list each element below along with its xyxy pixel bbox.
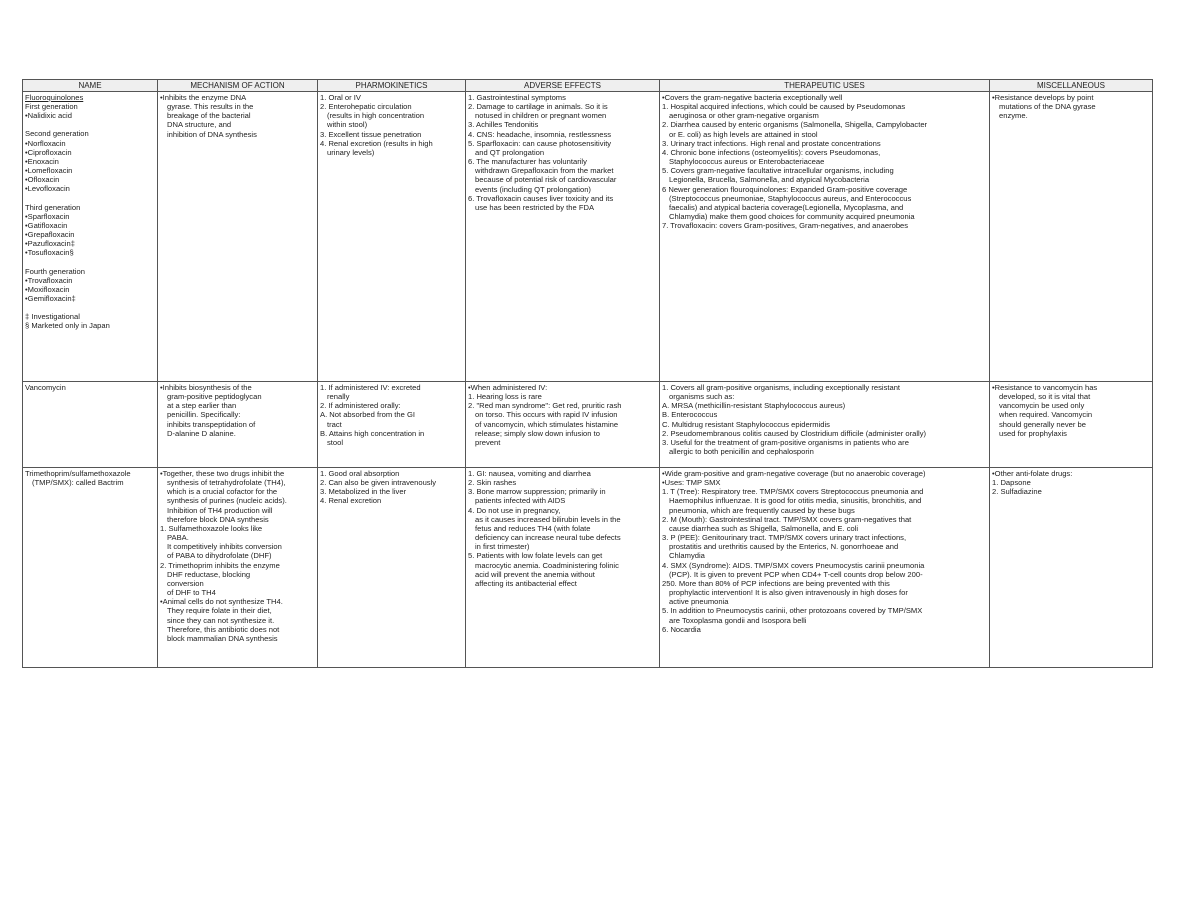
cell-line: 3. Bone marrow suppression; primarily in <box>468 487 606 497</box>
cell-line: 3. Urinary tract infections. High renal and prostate concentrations <box>662 138 881 148</box>
cell-line: •Enoxacin <box>25 156 59 166</box>
cell-line: or E. coli) as high levels are attained in stool <box>669 129 818 139</box>
cell-line: therefore block DNA synthesis <box>167 514 269 524</box>
cell-line: of DHF to TH4 <box>167 588 216 598</box>
cell-line: Third generation <box>25 202 81 212</box>
cell-line: •Together, these two drugs inhibit the <box>160 469 285 478</box>
drug-table-sheet <box>22 79 1152 668</box>
cell-line: 3. Useful for the treatment of gram-positive organisms in patients who are <box>662 437 909 447</box>
cell-line: penicillin. Specifically: <box>167 410 241 420</box>
adverse-effects-cell <box>466 382 660 468</box>
cell-line: cause diarrhea such as Shigella, Salmonella, and E. coli <box>669 523 859 533</box>
cell-line: 2. Diarrhea caused by enteric organisms (Salmonella, Shigella, Campylobacter <box>662 120 928 130</box>
cell-line: •Sparfloxacin <box>25 211 70 221</box>
cell-line: Chlamydia) make them good choices for community acquired pneumonia <box>669 212 915 222</box>
cell-line: patients infected with AIDS <box>475 496 566 506</box>
cell-line: 5. Covers gram-negative facultative intracellular organisms, including <box>662 166 894 176</box>
cell-line: •Covers the gram-negative bacteria exceptionally well <box>662 93 843 102</box>
cell-line: because of potential risk of cardiovascular <box>475 175 617 185</box>
cell-line: 1. Hearing loss is rare <box>468 392 542 402</box>
cell-line: 3. Metabolized in the liver <box>320 487 407 497</box>
cell-line: 6 Newer generation flouroquinolones: Expanded Gram-positive coverage <box>662 184 908 194</box>
cell-line: 1. If administered IV: excreted <box>320 383 421 392</box>
cell-line: events (including QT prolongation) <box>475 184 591 194</box>
cell-line: •Ofloxacin <box>25 175 60 185</box>
pharmokinetics-cell <box>318 468 466 668</box>
therapeutic-uses-cell <box>660 92 990 382</box>
cell-line: PABA. <box>167 533 189 543</box>
cell-line: as it causes increased bilirubin levels in the <box>475 514 621 524</box>
cell-line: fetus and reduces TH4 (with folate <box>475 523 591 533</box>
cell-line <box>25 258 155 267</box>
cell-line: developed, so it is vital that <box>999 392 1091 402</box>
cell-line: 6. Trovafloxacin causes liver toxicity and its <box>468 193 614 203</box>
cell-line: •Inhibits the enzyme DNA <box>160 93 247 102</box>
cell-line: renally <box>327 392 350 402</box>
cell-line: 4. Do not use in pregnancy, <box>468 505 561 515</box>
cell-line: Vancomycin <box>25 383 66 392</box>
cell-line: Therefore, this antibiotic does not <box>167 624 280 634</box>
cell-line: 4. Chronic bone infections (osteomyelitis): covers Pseudomonas, <box>662 147 881 157</box>
cell-line: on torso. This occurs with rapid IV infusion <box>475 410 618 420</box>
cell-line: affecting its antibacterial effect <box>475 578 577 588</box>
drug-table <box>22 79 1153 668</box>
cell-line: 5. Sparfloxacin: can cause photosensitivity <box>468 138 612 148</box>
header-miscellaneous: MISCELLANEOUS <box>990 80 1153 92</box>
header-therapeutic-uses: THERAPEUTIC USES <box>660 80 990 92</box>
cell-line: C. Multidrug resistant Staphylococcus epidermidis <box>662 419 830 429</box>
cell-line: •Resistance develops by point <box>992 93 1094 102</box>
cell-line: conversion <box>167 578 204 588</box>
cell-line <box>25 120 155 129</box>
cell-line: aeruginosa or other gram-negative organism <box>669 111 819 121</box>
cell-line: •Other anti-folate drugs: <box>992 469 1073 478</box>
cell-line: synthesis of purines (nucleic acids). <box>167 496 287 506</box>
cell-line: block mammalian DNA synthesis <box>167 633 278 643</box>
cell-line: Second generation <box>25 129 89 139</box>
cell-line: 5. In addition to Pneumocystis carinii, other protozoans covered by TMP/SMX <box>662 606 923 616</box>
cell-line: which is a crucial cofactor for the <box>167 487 278 497</box>
cell-line: faecalis) and atypical bacteria coverage(Legionella, Mycoplasma, and <box>669 202 904 212</box>
cell-line: of vancomycin, which stimulates histamine <box>475 419 619 429</box>
cell-line: •Tosufloxacin§ <box>25 248 74 258</box>
cell-line: 2. Can also be given intravenously <box>320 478 437 488</box>
miscellaneous-cell <box>990 468 1153 668</box>
cell-line: 1. Hospital acquired infections, which could be caused by Pseudomonas <box>662 102 906 112</box>
header-pharmokinetics: PHARMOKINETICS <box>318 80 466 92</box>
cell-line: at a step earlier than <box>167 401 237 411</box>
cell-line: •Inhibits biosynthesis of the <box>160 383 252 392</box>
cell-line: Fluoroquinolones <box>25 93 84 102</box>
cell-line: urinary levels) <box>327 147 375 157</box>
cell-line: prostatitis and urethritis caused by the Enterics, N. gonorrhoeae and <box>669 542 899 552</box>
cell-line: release; simply slow down infusion to <box>475 428 600 438</box>
table-row <box>23 468 1153 668</box>
cell-line: It competitively inhibits conversion <box>167 542 282 552</box>
cell-line: 4. CNS: headache, insomnia, restlessness <box>468 129 612 139</box>
cell-line: 2. Skin rashes <box>468 478 517 488</box>
cell-line: active pneumonia <box>669 597 729 607</box>
cell-line: withdrawn Grepafloxacin from the market <box>475 166 614 176</box>
cell-line: are Toxoplasma gondii and Isospora belli <box>669 615 807 625</box>
therapeutic-uses-cell <box>660 468 990 668</box>
cell-line: prophylactic intervention! It is also given intravenously in high doses for <box>669 588 908 598</box>
cell-line: 1. Oral or IV <box>320 93 361 102</box>
cell-line: Fourth generation <box>25 266 85 276</box>
cell-line: B. Enterococcus <box>662 410 718 420</box>
name-cell <box>23 92 158 382</box>
cell-line: 1. Dapsone <box>992 478 1031 488</box>
header-adverse-effects: ADVERSE EFFECTS <box>466 80 660 92</box>
cell-line: Haemophilus influenzae. It is good for otitis media, sinusitis, bronchitis, and <box>669 496 922 506</box>
cell-line: •Pazufloxacin‡ <box>25 239 75 249</box>
cell-line: DHF reductase, blocking <box>167 569 251 579</box>
cell-line: First generation <box>25 102 78 112</box>
cell-line: •Norfloxacin <box>25 138 66 148</box>
cell-line: vancomycin be used only <box>999 401 1085 411</box>
cell-line: deficiency can increase neural tube defects <box>475 533 621 543</box>
cell-line: notused in children or pregnant women <box>475 111 607 121</box>
cell-line: 4. Renal excretion (results in high <box>320 138 433 148</box>
cell-line: synthesis of tetrahydrofolate (TH4), <box>167 478 286 488</box>
cell-line: Trimethoprim/sulfamethoxazole <box>25 469 131 478</box>
header-mechanism: MECHANISM OF ACTION <box>158 80 318 92</box>
cell-line: 2. M (Mouth): Gastrointestinal tract. TMP/SMX covers gram-negatives that <box>662 514 912 524</box>
cell-line: 5. Patients with low folate levels can get <box>468 551 603 561</box>
cell-line: 1. GI: nausea, vomiting and diarrhea <box>468 469 591 478</box>
cell-line: pneumonia, which are frequently caused by these bugs <box>669 505 855 515</box>
cell-line: Inhibition of TH4 production will <box>167 505 273 515</box>
mechanism-cell <box>158 468 318 668</box>
therapeutic-uses-cell <box>660 382 990 468</box>
header-row <box>23 80 1153 92</box>
cell-line: tract <box>327 419 342 429</box>
cell-line: macrocytic anemia. Coadministering folinic <box>475 560 619 570</box>
miscellaneous-cell <box>990 92 1153 382</box>
cell-line: •Gatifloxacin <box>25 220 68 230</box>
cell-line: of PABA to dihydrofolate (DHF) <box>167 551 272 561</box>
cell-line: 1. Gastrointestinal symptoms <box>468 93 566 102</box>
cell-line <box>25 303 155 312</box>
cell-line: DNA structure, and <box>167 120 232 130</box>
cell-line: •Nalidixic acid <box>25 111 72 121</box>
cell-line: (results in high concentration <box>327 111 425 121</box>
cell-line: breakage of the bacterial <box>167 111 251 121</box>
cell-line: use has been restricted by the FDA <box>475 202 595 212</box>
cell-line: 3. P (PEE): Genitourinary tract. TMP/SMX covers urinary tract infections, <box>662 533 907 543</box>
cell-line: •Gemifloxacin‡ <box>25 293 76 303</box>
cell-line: enzyme. <box>999 111 1028 121</box>
cell-line: •Uses: TMP SMX <box>662 478 721 488</box>
mechanism-cell <box>158 382 318 468</box>
cell-line: 1. Covers all gram-positive organisms, including exceptionally resistant <box>662 383 901 392</box>
cell-line: within stool) <box>327 120 368 130</box>
cell-line: D-alanine D alanine. <box>167 428 236 438</box>
mechanism-cell <box>158 92 318 382</box>
cell-line: They require folate in their diet, <box>167 606 272 616</box>
cell-line: (TMP/SMX): called Bactrim <box>32 478 124 488</box>
cell-line: 7. Trovafloxacin: covers Gram-positives, Gram-negatives, and anaerobes <box>662 221 909 231</box>
cell-line: •Levofloxacin <box>25 184 70 194</box>
cell-line: •Resistance to vancomycin has <box>992 383 1098 392</box>
cell-line: Legionella, Brucella, Salmonella, and atypical Mycobacteria <box>669 175 870 185</box>
miscellaneous-cell <box>990 382 1153 468</box>
cell-line: 2. If administered orally: <box>320 401 401 411</box>
cell-line: (Streptococcus pneumoniae, Staphylococcus aureus, and Enterococcus <box>669 193 912 203</box>
cell-line: 2. Sulfadiazine <box>992 487 1042 497</box>
cell-line: 4. Renal excretion <box>320 496 382 506</box>
cell-line: A. MRSA (methicillin-resistant Staphylococcus aureus) <box>662 401 846 411</box>
cell-line: 3. Achilles Tendonitis <box>468 120 539 130</box>
cell-line: 6. The manufacturer has voluntarily <box>468 157 587 167</box>
cell-line: gram-positive peptidoglycan <box>167 392 262 402</box>
cell-line: inhibits transpeptidation of <box>167 419 256 429</box>
cell-line: allergic to both penicillin and cephalosporin <box>669 447 814 457</box>
cell-line: 250. More than 80% of PCP infections are being prevented with this <box>662 578 890 588</box>
cell-line: should generally never be <box>999 419 1086 429</box>
cell-line: 4. SMX (Syndrome): AIDS. TMP/SMX covers Pneumocystis carinii pneumonia <box>662 560 925 570</box>
cell-line: •Moxifloxacin <box>25 284 70 294</box>
cell-line: gyrase. This results in the <box>167 102 254 112</box>
cell-line: 1. Good oral absorption <box>320 469 400 478</box>
cell-line: organisms such as: <box>669 392 735 402</box>
pharmokinetics-cell <box>318 382 466 468</box>
cell-line: used for prophylaxis <box>999 428 1067 438</box>
cell-line: 2. Damage to cartilage in animals. So it is <box>468 102 608 112</box>
cell-line: 3. Excellent tissue penetration <box>320 129 422 139</box>
table-row <box>23 382 1153 468</box>
cell-line: 2. Pseudomembranous colitis caused by Clostridium difficile (administer orally) <box>662 428 927 438</box>
cell-line: stool <box>327 437 344 447</box>
cell-line: inhibition of DNA synthesis <box>167 129 257 139</box>
cell-line: 2. Trimethoprim inhibits the enzyme <box>160 560 280 570</box>
cell-line: when required. Vancomycin <box>999 410 1093 420</box>
cell-line: •When administered IV: <box>468 383 548 392</box>
cell-line: •Ciprofloxacin <box>25 147 72 157</box>
name-cell <box>23 382 158 468</box>
adverse-effects-cell <box>466 468 660 668</box>
cell-line: 1. Sulfamethoxazole looks like <box>160 523 263 533</box>
cell-line: prevent <box>475 437 501 447</box>
cell-line: (PCP). It is given to prevent PCP when CD4+ T-cell counts drop below 200- <box>669 569 923 579</box>
adverse-effects-cell <box>466 92 660 382</box>
pharmokinetics-cell <box>318 92 466 382</box>
cell-line: 2. Enterohepatic circulation <box>320 102 412 112</box>
name-cell <box>23 468 158 668</box>
cell-line: •Wide gram-positive and gram-negative coverage (but no anaerobic coverage) <box>662 469 926 478</box>
table-row <box>23 92 1153 382</box>
cell-line: since they can not synthesize it. <box>167 615 275 625</box>
cell-line: § Marketed only in Japan <box>25 321 110 331</box>
cell-line: Chlamydia <box>669 551 705 561</box>
cell-line <box>25 194 155 203</box>
cell-line: 6. Nocardia <box>662 624 701 634</box>
cell-line: B. Attains high concentration in <box>320 428 425 438</box>
cell-line: acid will prevent the anemia without <box>475 569 595 579</box>
cell-line: ‡ Investigational <box>25 312 80 322</box>
cell-line: and QT prolongation <box>475 147 545 157</box>
cell-line: •Grepafloxacin <box>25 230 75 240</box>
cell-line: 1. T (Tree): Respiratory tree. TMP/SMX covers Streptococcus pneumonia and <box>662 487 924 497</box>
header-name: NAME <box>23 80 158 92</box>
cell-line: mutations of the DNA gyrase <box>999 102 1096 112</box>
cell-line: A. Not absorbed from the GI <box>320 410 415 420</box>
cell-line: Staphylococcus aureus or Enterobacteriaceae <box>669 157 825 167</box>
cell-line: in first trimester) <box>475 542 530 552</box>
cell-line: •Lomefloxacin <box>25 166 73 176</box>
cell-line: •Animal cells do not synthesize TH4. <box>160 597 283 607</box>
cell-line: •Trovafloxacin <box>25 275 73 285</box>
cell-line: 2. "Red man syndrome": Get red, pruritic rash <box>468 401 622 411</box>
